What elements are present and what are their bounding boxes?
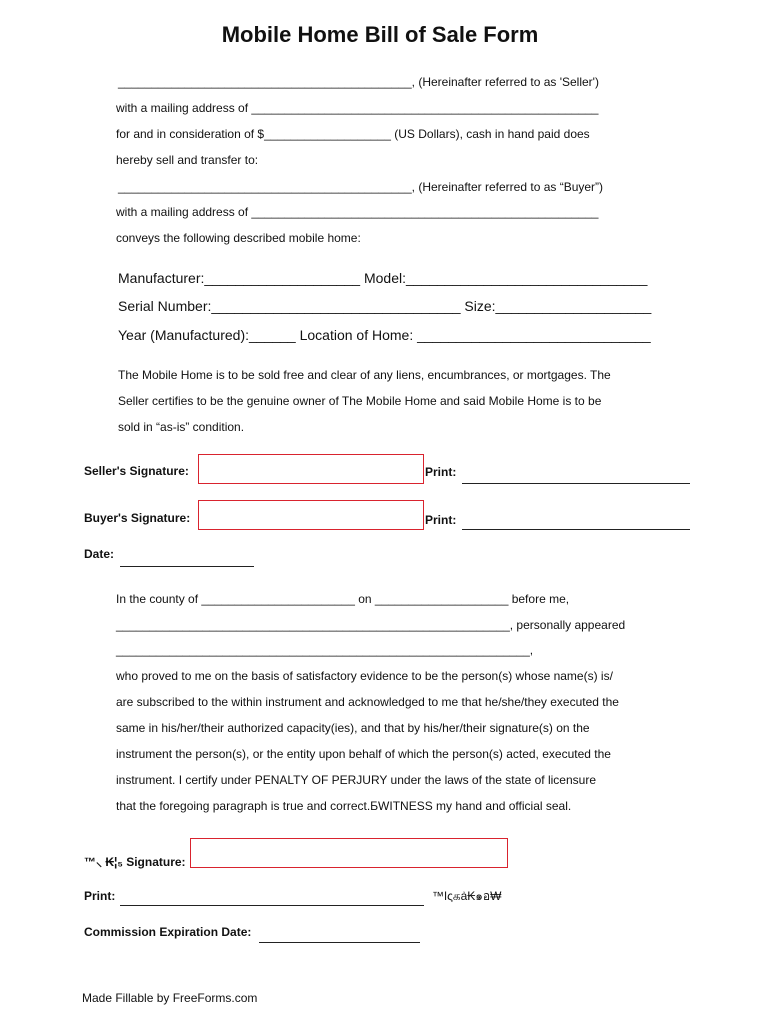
seller-signature-field[interactable] — [198, 454, 424, 484]
buyer-signature-field[interactable] — [198, 500, 424, 530]
seller-signature-label: Seller's Signature: — [84, 464, 189, 478]
buyer-print-label: Print: — [425, 513, 457, 527]
commission-line — [259, 942, 420, 943]
notary-print-label: Print: — [84, 889, 116, 903]
notary-label-prefix: ™⸜ ₭¦₅ — [84, 855, 123, 869]
clause-line-1: The Mobile Home is to be sold free and clear of any liens, encumbrances, or mortgages. The — [118, 368, 611, 382]
buyer-line: ____________________________________________, (Hereinafter referred to as “Buyer”) — [118, 180, 604, 194]
consideration: for and in consideration of $___________________ (US Dollars), cash in hand paid does — [116, 127, 590, 141]
seller-print-line — [462, 483, 690, 484]
notary-line-6: same in his/her/their authorized capacity(ies), and that by his/her/their signature(s) on the — [116, 721, 590, 735]
notary-line-8: instrument. I certify under PENALTY OF PERJURY under the laws of the state of licensure — [116, 773, 596, 787]
notary-label-text: Signature: — [126, 855, 186, 869]
buyer-address: with a mailing address of ____________________________________________________ — [116, 205, 599, 219]
notary-line-2: ___________________________________________________________, personally appeared — [116, 618, 626, 632]
notary-line-5: are subscribed to the within instrument and acknowledged to me that he/she/they executed the — [116, 695, 619, 709]
notary-line-9: that the foregoing paragraph is true and correct.ƂWITNESS my hand and official seal. — [116, 799, 572, 813]
notary-signature-label — [84, 853, 186, 870]
date-label: Date: — [84, 547, 115, 561]
notary-line-1: In the county of _______________________ on ____________________ before me, — [116, 592, 570, 606]
notary-print-line — [120, 905, 424, 906]
notary-signature-field[interactable] — [190, 838, 508, 868]
notary-line-3: ______________________________________________________________, — [116, 643, 534, 657]
transfer-text: hereby sell and transfer to: — [116, 153, 259, 167]
notary-garbled-text: ™ǀςகẚ₭๑อ₩ — [432, 889, 502, 903]
clause-line-3: sold in “as-is” condition. — [118, 420, 245, 434]
buyer-print-line — [462, 529, 690, 530]
seller-address: with a mailing address of ____________________________________________________ — [116, 101, 599, 115]
notary-line-4: who proved to me on the basis of satisfactory evidence to be the person(s) whose name(s) is/ — [116, 669, 613, 683]
footer-credit: Made Fillable by FreeForms.com — [82, 991, 258, 1005]
conveys-text: conveys the following described mobile home: — [116, 231, 361, 245]
seller-line: ____________________________________________, (Hereinafter referred to as 'Seller') — [118, 75, 599, 89]
clause-line-2: Seller certifies to be the genuine owner of The Mobile Home and said Mobile Home is to be — [118, 394, 602, 408]
serial-size: Serial Number:________________________________ Size:____________________ — [118, 298, 652, 314]
seller-print-label: Print: — [425, 465, 457, 479]
year-location: Year (Manufactured):______ Location of Home: ______________________________ — [118, 327, 651, 343]
buyer-signature-label: Buyer's Signature: — [84, 511, 191, 525]
manufacturer-model: Manufacturer:____________________ Model:_______________________________ — [118, 270, 648, 286]
notary-line-7: instrument the person(s), or the entity upon behalf of which the person(s) acted, executed the — [116, 747, 611, 761]
page-title: Mobile Home Bill of Sale Form — [221, 22, 539, 47]
commission-label: Commission Expiration Date: — [84, 925, 252, 939]
date-line — [120, 566, 254, 567]
